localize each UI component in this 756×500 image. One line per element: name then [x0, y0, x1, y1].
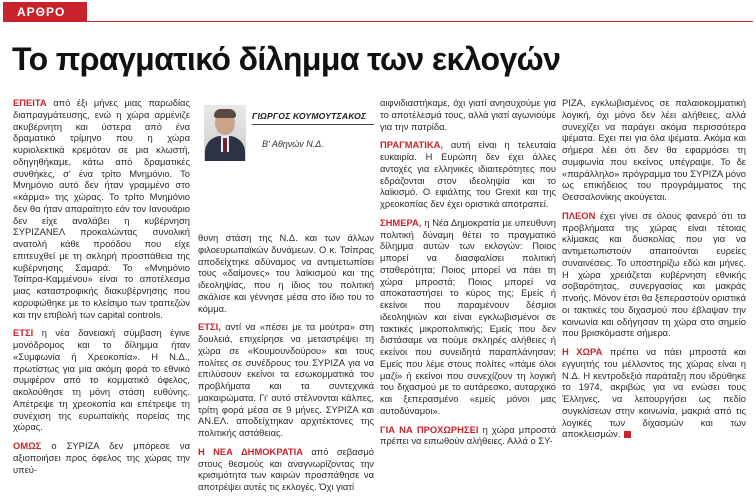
paragraph-text: πρέπει να πάει μπροστά και εγγυητής του μέλλοντος της χώρας είναι η Ν.Δ. Η κεντροδεξιά παράταξη που ιδρύθηκε το 1974, ακριβώς για να ενώσει τους Έλληνες, να λειτουργήσει ως πεδίο συγκλίσεων στην κοινωνία, μακριά από τις λογικές των διχασμών και των αποκλεισμών.: [562, 346, 746, 440]
paragraph: [380, 424, 556, 448]
paragraph: [380, 97, 556, 132]
author-role: Β' Αθηνών Ν.Δ.: [262, 139, 324, 149]
article-column-2: [198, 97, 374, 500]
author-byline: [198, 97, 374, 225]
paragraph-lead: ΕΤΣΙ,: [198, 321, 221, 333]
paragraph-text: από έξι μήνες μιας παρωδίας διαπραγμάτευσης, ενώ η χώρα αρμένιζε ακυβέρνητη και ύστερα από ένα δραματικό τρίμηνο που η χώρα κυριολεκτικά κρεμόταν σε μια κλωστή, οδηγηθήκαμε, κάτω από δραματικές συνθήκες, σ' ένα τρίτο Μνημόνιο. Το Μνημόνιο αυτό δεν ήταν γραμμένο στο «κάρμα» της χώρας. Το τρίτο Μνημόνιο δεν θα ήταν απαραίτητο εάν τον Ιανουάριο δεν είχε αναλάβει η κυβέρνηση ΣΥΡΙΖΑΝΕΛ προκαλώντας συνολική ανατολή κάθε προόδου που είχε επιτευχθεί με τη σκληρή προσπάθεια της κυβέρνησης Σαμαρά. Το «Μνημόνιο Τσίπρα-Καμμένου» είναι το αποτέλεσμα μιας καταστροφικής διακυβέρνησης που κορυφώθηκε με το κλείσιμο των τραπεζών και την επιβολή των capital controls.: [13, 97, 190, 320]
paragraph-text: αντί να «πέσει με τα μούτρα» στη δουλειά, επιχείρησε να μεταστρέψει τη χώρα σε «Κουμουνδούρου» και τους πολίτες σε συνέδρους του ΣΥΡΙΖΑ για να επιλύσουν εκείνοι τα εσωκομματικά του προβλήματα και τα συντεχνικά μακαιρώματα. Γι' αυτό στέλνονται κάλπες, τρίτη φορά μέσα σε 9 μήνες. ΣΥΡΙΖΑ και ΑΝ.ΕΛ. αποδείχτηκαν αρχιτέκτονες της πολιτικής αστάθειας.: [198, 321, 374, 438]
paragraph: [198, 232, 374, 314]
paragraph: [562, 346, 746, 440]
article-column-3: [380, 97, 556, 454]
article-column-4: [562, 97, 746, 447]
paragraph: [380, 217, 556, 417]
paragraph-lead: ΓΙΑ ΝΑ ΠΡΟΧΩΡΗΣΕΙ: [380, 423, 479, 435]
rubric-label: ΑΡΘΡΟ: [17, 5, 66, 19]
rubric-divider: [3, 21, 753, 22]
paragraph-lead: Η ΝΕΑ ΔΗΜΟΚΡΑΤΙΑ: [198, 445, 303, 457]
article-column-1: [13, 97, 190, 482]
paragraph-text: έχει γίνει σε όλους φανερό ότι τα προβλήματα της χώρας είναι τέτοιας κλίμακας και δυσκολίας που για να αντιμετωπιστούν απαιτούνται ευρείες συναινέσεις. Το υποστηρίζω εδώ και μήνες. Η χώρα χρειάζεται κυβέρνηση εθνικής σοβαρότητας, συνεργασίας και μακράς πνοής. Μόνον έτσι θα ξεπεραστούν οριστικά οι τακτικές του διχασμού που έβλαψαν την κοινωνία και οδήγησαν τη χώρα στο σημείο που βρισκόμαστε σήμερα.: [562, 209, 747, 339]
paragraph: [13, 97, 190, 320]
paragraph-text: θυνη στάση της Ν.Δ. και των άλλων φιλοευρωπαϊκών δυνάμεων. Ο κ. Τσίπρας αποδείχτηκε αδύναμος να αντιμετωπίσει τους «δαίμονες» του λαϊκισμού και της ιδεοληψίας, που η ίδιος του πολιτική σκάλισε και γέννησε μέσα στο ίδιο του το κόμμα.: [198, 232, 374, 314]
paragraph-lead: ΕΠΕΙΤΑ: [13, 97, 47, 108]
section-rubric: [3, 2, 87, 21]
paragraph: [198, 446, 374, 493]
paragraph-text: αυτή είναι η τελευταία ευκαιρία. Η Ευρώπη δεν έχει άλλες αντοχές για ελληνικές ιδιαιτερότητες που εδράζονται στον ιδεοληψία και το λαϊκισμό. Ο εφιάλτης του Grexit και της χρεοκοπίας δεν έχει οριστικά αποτραπεί.: [380, 139, 556, 209]
paragraph-lead: ΣΗΜΕΡΑ,: [380, 216, 422, 228]
paragraph: [13, 327, 190, 433]
paragraph: [380, 139, 556, 210]
paragraph-text: ΡΙΖΑ, εγκλωβισμένος σε παλαιοκομματική λογική, όχι μόνο δεν λέει αλήθειες, αλλά συνεχίζει να παράγει ακόμα περισσότερα ψέματα. Εχει πει για όλα ψέματα. Ακόμα και σήμερα λέει ότι δεν θα εφαρμόσει τη συμφωνία που εκείνος υπέγραψε. Το δε «παράλληλο» πρόγραμμα του ΣΥΡΙΖΑ μόνο ως επικήδειος του προγράμματος της Θεσσαλονίκης ακούγεται.: [562, 97, 746, 202]
author-name: ΓΙΩΡΓΟΣ ΚΟΥΜΟΥΤΣΑΚΟΣ: [252, 111, 367, 121]
byline-divider: [252, 124, 374, 125]
paragraph-text: η χώρα μπροστά πρέπει να ειπωθούν αλήθειες. Αλλά ο ΣΥ-: [380, 423, 556, 447]
article-headline: Το πραγματικό δίλημμα των εκλογών: [12, 41, 561, 77]
end-of-article-mark: [624, 431, 631, 438]
paragraph-lead: ΟΜΩΣ: [13, 440, 42, 451]
paragraph-text: αιφνιδιαστήκαμε, όχι γιατί ανησυχούμε για το αποτέλεσμά τους, αλλά γιατί αγωνιούμε για την πατρίδα.: [380, 97, 556, 132]
paragraph: [198, 321, 374, 439]
paragraph: [562, 97, 746, 203]
paragraph: [562, 210, 746, 339]
paragraph-text: ο ΣΥΡΙΖΑ δεν μπόρεσε να αξιοποιήσει προς όφελος της χώρας την υπεύ-: [13, 440, 190, 475]
paragraph-text: η νέα δανειακή σύμβαση έγινε μονόδρομος και το δίλημμα ήταν «Συμφωνία ή Χρεοκοπία». Η Ν.Δ., πρωτίστως για μια ακόμη φορά το εθνικό συμφέρον από το κομματικό όφελος, ακολούθησε τη μόνη στάση ευθύνης. Απέτρεψε τη χρεοκοπία και επέτρεψε τη συνέχιση της ευρωπαϊκής πορείας της χώρας.: [13, 327, 190, 433]
paragraph-lead: ΕΤΣΙ: [13, 327, 34, 339]
paragraph-text: από σεβασμό στους θεσμούς και αναγνωρίζοντας την κρισιμότητα των καιρών προσπάθησε να αποτρέψει αυτές τις εκλογές. Όχι γιατί: [198, 445, 375, 492]
paragraph-text: η Νέα Δημοκρατία με υπευθυνη πολιτική δύναμη θέτει το πραγματικό δίλημμα αυτών των εκλογών: Ποιος μπορεί να διασφαλίσει πολιτική σταθερότητα; Ποιος μπορεί να πάει τη χώρα μπροστά; Ποιος μπορεί να αποκαταστήσει το κύρος της; Εμείς ή εκείνοι που παραμένουν δέσμιοι ιδεοληψιών και είναι εγκλωβισμένοι σε τακτικές μικροπολιτικής; Εμείς που δεν διστάσαμε να πούμε σκληρές αλήθειες ή εκείνοι που συνειδητά παραπλάνησαν; Εμείς που λέμε στους πολίτες «πάμε όλοι μαζί» ή εκείνοι που συνεχίζουν τη λογική του διχασμού με το αυτάρεσκο, αυταρχικό και ξεπερασμένο «εμείς μόνοι μας αυτοδύναμοι».: [380, 216, 557, 416]
paragraph: [13, 440, 190, 475]
paragraph-lead: Η ΧΩΡΑ: [562, 346, 603, 357]
author-photo: [204, 105, 246, 161]
paragraph-lead: ΠΡΑΓΜΑΤΙΚΑ,: [380, 139, 444, 151]
paragraph-lead: ΠΛΕΟΝ: [562, 209, 596, 221]
